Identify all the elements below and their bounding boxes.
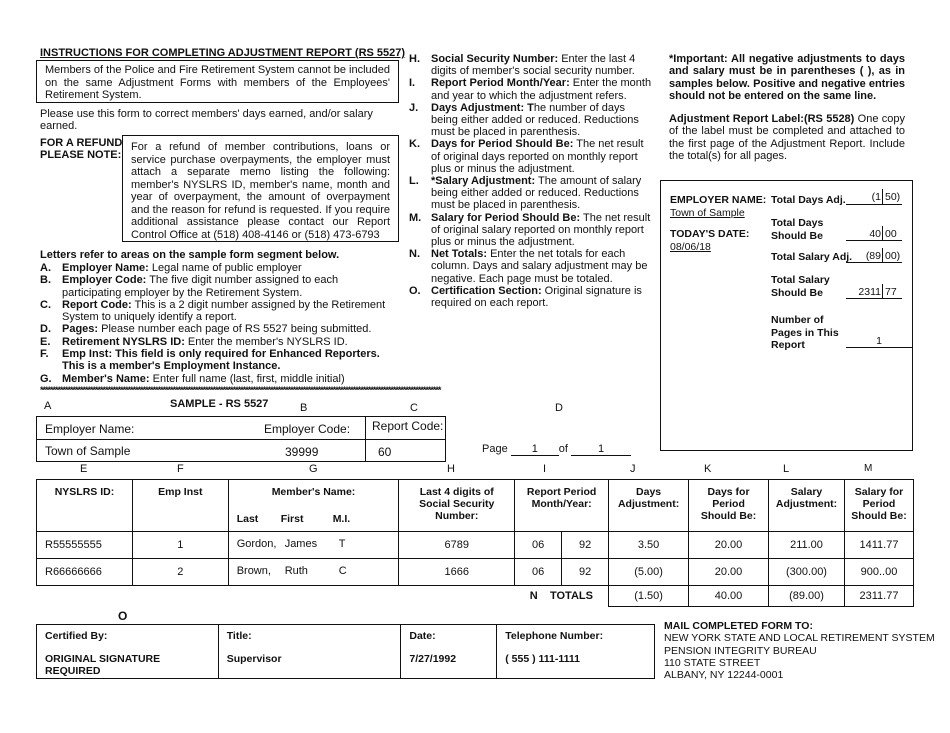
instruction-body: Original signature is required on each report. [431,284,642,310]
total-days-period: 40.00 [689,586,769,607]
instruction-body: Enter the net totals for each column. Days and salary adjustment may be negative. Each page must be totaled. [431,248,648,285]
salary-period-cell: 900..00 [844,559,913,586]
todays-date-value: 08/06/18 [670,241,711,253]
table-row [37,532,914,559]
certification-table [36,624,655,679]
instruction-body: The net result of original salary reported on monthly report plus or minus the adjustment. [431,211,651,249]
total-days-value: 40 [869,228,881,240]
nyslrs-id-cell: R66666666 [37,559,133,586]
instruction-item [409,53,654,77]
pages-label: Number of Pages in This Report [771,314,839,351]
total-salary-value: 2311 [858,286,881,298]
instruction-label: Report Code: [62,298,132,311]
year-cell: 92 [562,559,609,586]
instruction-letter: K. [409,138,420,151]
decimal-divider [882,189,883,204]
instruction-text [431,138,654,175]
phone-cell: Telephone Number: ( 555 ) 111-1111 [497,625,655,679]
instruction-body: Enter the month and year to which the adjustment refers. [431,77,652,102]
instruction-item [40,348,398,373]
employer-code-value: 39999 [285,445,319,459]
date-cell: Date: 7/27/1992 [401,625,497,679]
instruction-item [409,102,654,139]
instruction-letter: J. [409,101,419,114]
instruction-letter: I. [409,77,416,90]
instruction-body: Enter the member's NYSLRS ID. [184,335,348,348]
instruction-item [409,285,654,309]
member-middle-initial: T [338,538,346,550]
page-number: Page 1 of 1 [482,443,631,456]
member-name-cell [228,532,399,559]
ssn-cell: 1666 [399,559,515,586]
row-divider [366,439,445,440]
letter-b: B [300,402,308,414]
salary-adjustment-cell: 211.00 [769,532,845,559]
instruction-label: Days Adjustment: T [431,101,534,114]
header-salary-adjustment: Salary Adjustment: [769,480,845,532]
col-letter-l: L [783,463,790,475]
total-days-adj-decimal: 50) [885,191,901,203]
total-days-adjustment: (1.50) [609,586,689,607]
decimal-divider [882,248,883,263]
instruction-item [40,323,398,335]
total-salary-adj-line [846,262,902,263]
instruction-body: Enter the last 4 digits of member's social security number. [431,53,636,78]
instruction-label: Days for Period Should Be: [431,138,574,151]
instruction-text [431,212,654,249]
instruction-letter: F. [40,348,49,361]
police-note: Members of the Police and Fire Retirement System cannot be included on the same Adjustment Forms with members of the Employees' Retirement System. [45,64,390,101]
instruction-body: This is a 2 digit number assigned by the Retirement System to uniquely identify a report. [62,298,386,324]
letter-c: C [410,402,418,414]
instruction-text [62,262,398,274]
employer-box [36,416,366,462]
member-first-name: Ruth [284,565,308,577]
instruction-letter: O. [409,284,421,297]
year-cell: 92 [562,532,609,559]
total-days-adj-value: (1 [871,191,881,203]
days-period-cell: 20.00 [689,532,769,559]
col-letter-e: E [80,463,88,475]
instruction-letter: E. [40,335,51,348]
police-note-box [36,60,399,103]
instruction-text [62,274,398,299]
instruction-body: Legal name of public employer [148,262,302,274]
instruction-item [409,77,654,101]
report-code-value: 60 [378,445,392,459]
days-adjustment-cell: 3.50 [609,532,689,559]
pages-value: 1 [876,335,882,347]
sample-label-box [660,180,913,451]
label-note: Adjustment Report Label:(RS 5528) One copy of the label must be completed and attached to the first page of the Adjustment Report. Include the total(s) for all pages. [669,113,905,162]
emp-inst-cell: 2 [132,559,228,586]
employer-name-label: EMPLOYER NAME: [670,194,767,206]
total-salary-line [846,298,902,299]
header-emp-inst: Emp Inst [132,480,228,532]
report-code-label: Report Code: [372,419,444,433]
row-divider [37,439,365,440]
instruction-letter: G. [40,372,52,385]
instruction-letter: C. [40,298,51,311]
employer-name-label: Employer Name: [45,422,135,436]
instruction-text [62,299,398,324]
month-cell: 06 [515,532,562,559]
title-cell: Title: Supervisor [218,625,401,679]
member-first-name: James [284,538,318,550]
separator-line: **************************************************************************************************************************************************************** [40,385,441,395]
instruction-letter: B. [40,274,51,287]
decimal-divider [882,226,883,241]
instruction-body: The amount of salary being either added or reduced. Reductions must be placed in parenthesis. [431,175,642,212]
instruction-body: Please number each page of RS 5527 being submitted. [98,323,372,336]
total-salary-adj-label: Total Salary Adj. [771,251,853,263]
employer-code-label: Employer Code: [264,422,351,436]
total-salary-period: 2311.77 [844,586,913,607]
instruction-text [62,336,398,348]
instruction-item [40,262,398,274]
month-cell: 06 [515,559,562,586]
instruction-text [431,285,654,309]
page-title: INSTRUCTIONS FOR COMPLETING ADJUSTMENT REPORT (RS 5527) [40,47,406,59]
header-report-period: Report Period Month/Year: [515,480,609,532]
instruction-label: *Salary Adjustment: [431,175,536,188]
instruction-text [62,348,398,373]
instruction-letter: M. [409,211,422,224]
instruction-text [62,323,398,335]
instruction-item [40,299,398,324]
header-salary-period: Salary for Period Should Be: [844,480,913,532]
instruction-text [431,102,654,139]
employer-name-value: Town of Sample [670,207,745,219]
refund-label: FOR A REFUND PLEASE NOTE: [40,137,123,161]
instruction-label: Salary for Period Should Be: [431,211,581,224]
instruction-text [431,77,654,101]
salary-adjustment-cell: (300.00) [769,559,845,586]
col-letter-m: M [864,463,873,474]
instruction-letter: L. [409,175,419,188]
letter-d: D [555,402,563,414]
total-days-label: Total Days Should Be [771,217,824,242]
instruction-body: Enter full name (last, first, middle initial) [149,372,345,385]
instruction-letter: N. [409,248,420,261]
letters-heading: Letters refer to areas on the sample form segment below. [40,249,340,261]
instruction-text [431,248,654,285]
header-member-name: Member's Name: Last First M.I. [228,480,399,532]
instruction-label: Employer Name: [62,262,149,274]
instruction-label: Member's Name: [62,372,150,385]
instruction-text [62,373,398,385]
total-days-adj-line [846,203,902,205]
sample-title: SAMPLE - RS 5527 [170,398,269,410]
instruction-letter: D. [40,323,51,336]
instruction-label: Certification Section: [431,284,542,297]
header-days-adjustment: Days Adjustment: [609,480,689,532]
refund-box [122,135,399,242]
table-header-row [37,480,914,532]
ssn-cell: 6789 [399,532,515,559]
instruction-item [409,175,654,212]
instruction-letter: A. [40,262,51,274]
refund-text: For a refund of member contributions, loans or service purchase overpayments, the employer must attach a separate memo listing the following: member's NYSLRS ID, member's name, month and year of overpayment, the amount of overpayment and the reason for refund is requested. If you require additional assistance please contact our Report Control Office at (518) 408-4146 or (518) 473-6793 [131,141,390,241]
totals-label: N TOTALS [515,586,609,607]
col-letter-f: F [177,463,184,475]
header-ssn: Last 4 digits of Social Security Number: [399,480,515,532]
instruction-letter: H. [409,53,420,65]
instruction-label: Retirement NYSLRS ID: [62,335,185,348]
total-days-decimal: 00 [885,228,897,240]
member-last-name: Brown, [236,565,271,577]
header-nyslrs-id: NYSLRS ID: [37,480,133,532]
header-days-period: Days for Period Should Be: [689,480,769,532]
days-adjustment-cell: (5.00) [609,559,689,586]
instruction-item [40,336,398,348]
member-middle-initial: C [338,565,347,577]
days-period-cell: 20.00 [689,559,769,586]
mail-heading: MAIL COMPLETED FORM TO: [664,620,813,632]
todays-date-label: TODAY'S DATE: [670,228,750,240]
instruction-item [409,248,654,285]
col-letter-i: I [543,463,547,475]
mail-address: MAIL COMPLETED FORM TO: NEW YORK STATE AND LOCAL RETIREMENT SYSTEM PENSION INTEGRITY BUREAU 110 STATE STREET ALBANY, NY 12244-0001 [664,620,935,682]
member-last-name: Gordon, [236,538,277,550]
instruction-label: Emp Inst: This field is only required for Enhanced Reporters. This is a member's Employment Instance. [62,348,380,373]
instruction-label: Social Security Number: [431,53,559,65]
certified-by-cell: Certified By: ORIGINAL SIGNATURE REQUIRED [37,625,219,679]
left-instruction-list [40,262,398,385]
total-salary-label: Total Salary Should Be [771,274,830,299]
instruction-label: Pages: [62,323,99,336]
use-form-note: Please use this form to correct members' days earned, and/or salary earned. [40,108,373,132]
totals-row [37,586,914,607]
letter-a: A [44,400,52,412]
pages-line [846,347,912,348]
total-salary-adjustment: (89.00) [769,586,845,607]
instruction-item [409,138,654,175]
instruction-body: The five digit number assigned to each participating employer by the Retirement System. [62,274,339,299]
report-code-box [365,416,446,462]
decimal-divider [882,284,883,299]
total-salary-adj-decimal: 00) [885,250,901,262]
instruction-text [431,53,654,77]
instruction-body: he number of days being either added or reduced. Reductions must be placed in parenthesis. [431,101,639,139]
col-letter-k: K [704,463,712,475]
total-salary-decimal: 77 [885,286,897,298]
nyslrs-id-cell: R55555555 [37,532,133,559]
salary-period-cell: 1411.77 [844,532,913,559]
instruction-item [40,373,398,385]
instruction-label: Employer Code: [62,274,147,287]
emp-inst-cell: 1 [132,532,228,559]
col-letter-g: G [309,463,318,475]
total-days-adj-label: Total Days Adj. [771,194,846,206]
mid-instruction-list [409,53,654,309]
instruction-item [409,212,654,249]
employer-name-value: Town of Sample [45,444,131,458]
total-salary-adj-value: (89 [865,250,881,262]
adjustment-table [36,479,914,607]
col-letter-h: H [447,463,455,475]
table-row [37,559,914,586]
instruction-label: Net Totals: [431,248,488,261]
instruction-item [40,274,398,299]
instruction-text [431,175,654,212]
instruction-label: Report Period Month/Year: [431,77,570,90]
letter-o: O [118,609,128,623]
member-name-cell [228,559,399,586]
col-letter-j: J [630,463,636,475]
important-note: *Important: All negative adjustments to days and salary must be in parentheses ( ), as in samples below. Positive and negative entries should not be entered on the same line. [669,53,905,102]
instruction-body: The net result of original days reported on monthly report plus or minus the adjustment. [431,138,644,175]
total-days-line [846,240,902,241]
